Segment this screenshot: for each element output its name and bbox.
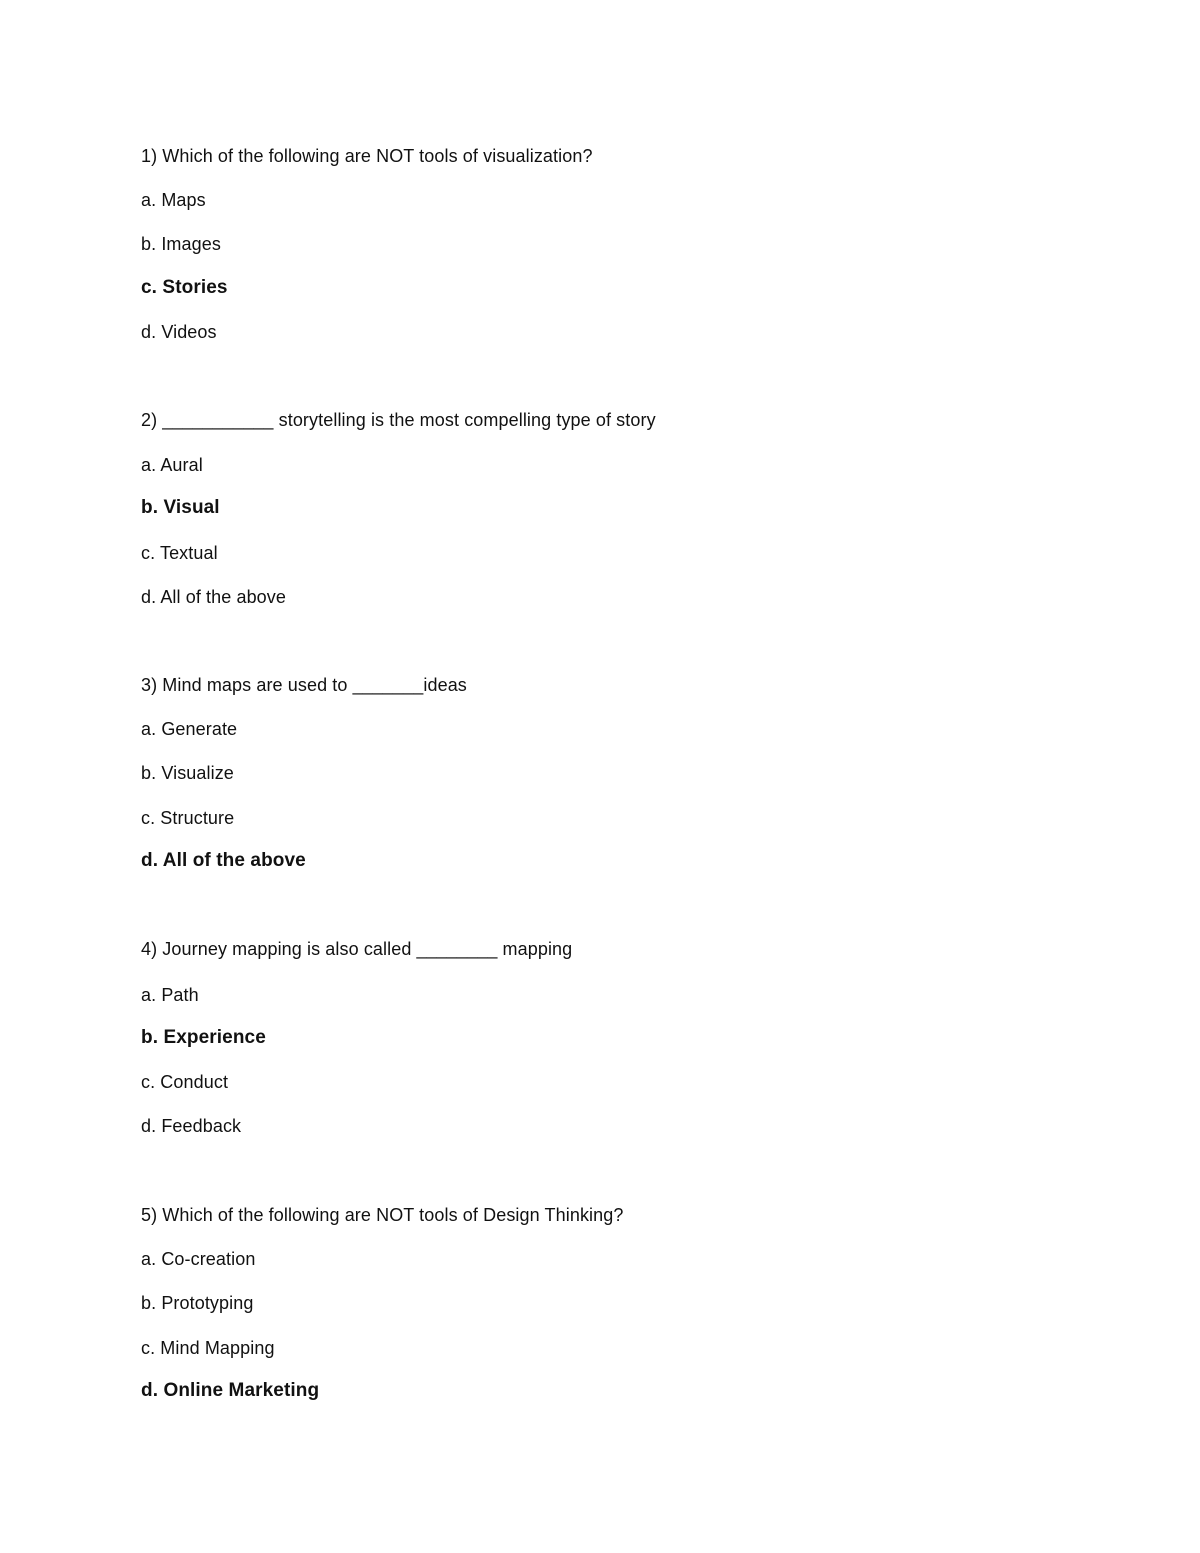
question-5-option-c: c. Mind Mapping <box>141 1338 275 1358</box>
question-1-prompt: 1) Which of the following are NOT tools of visualization? <box>141 146 593 166</box>
question-2-prompt: 2) ___________ storytelling is the most compelling type of story <box>141 410 656 430</box>
question-2-option-d: d. All of the above <box>141 587 287 607</box>
question-1-option-c-correct: c. Stories <box>141 277 228 298</box>
question-3-option-c: c. Structure <box>141 808 235 828</box>
question-2-option-b-correct: b. Visual <box>141 497 220 518</box>
question-3-option-a: a. Generate <box>141 719 238 739</box>
question-1-option-b: b. Images <box>141 234 221 254</box>
question-3-prompt: 3) Mind maps are used to _______ideas <box>141 675 467 695</box>
question-3-option-d-correct: d. All of the above <box>141 850 306 871</box>
question-3-option-b: b. Visualize <box>141 763 234 783</box>
question-5-option-b: b. Prototyping <box>141 1293 254 1313</box>
question-4-option-b-correct: b. Experience <box>141 1027 266 1048</box>
question-5-option-a: a. Co-creation <box>141 1249 256 1269</box>
question-2-option-c: c. Textual <box>141 543 218 563</box>
question-5-prompt: 5) Which of the following are NOT tools of Design Thinking? <box>141 1205 624 1225</box>
question-4-option-d: d. Feedback <box>141 1116 242 1136</box>
question-4-prompt: 4) Journey mapping is also called ________ mapping <box>141 939 573 959</box>
question-4-option-a: a. Path <box>141 985 199 1005</box>
question-5-option-d-correct: d. Online Marketing <box>141 1380 320 1401</box>
question-2-option-a: a. Aural <box>141 455 203 475</box>
question-1-option-a: a. Maps <box>141 190 206 210</box>
question-4-option-c: c. Conduct <box>141 1072 229 1092</box>
question-1-option-d: d. Videos <box>141 322 217 342</box>
